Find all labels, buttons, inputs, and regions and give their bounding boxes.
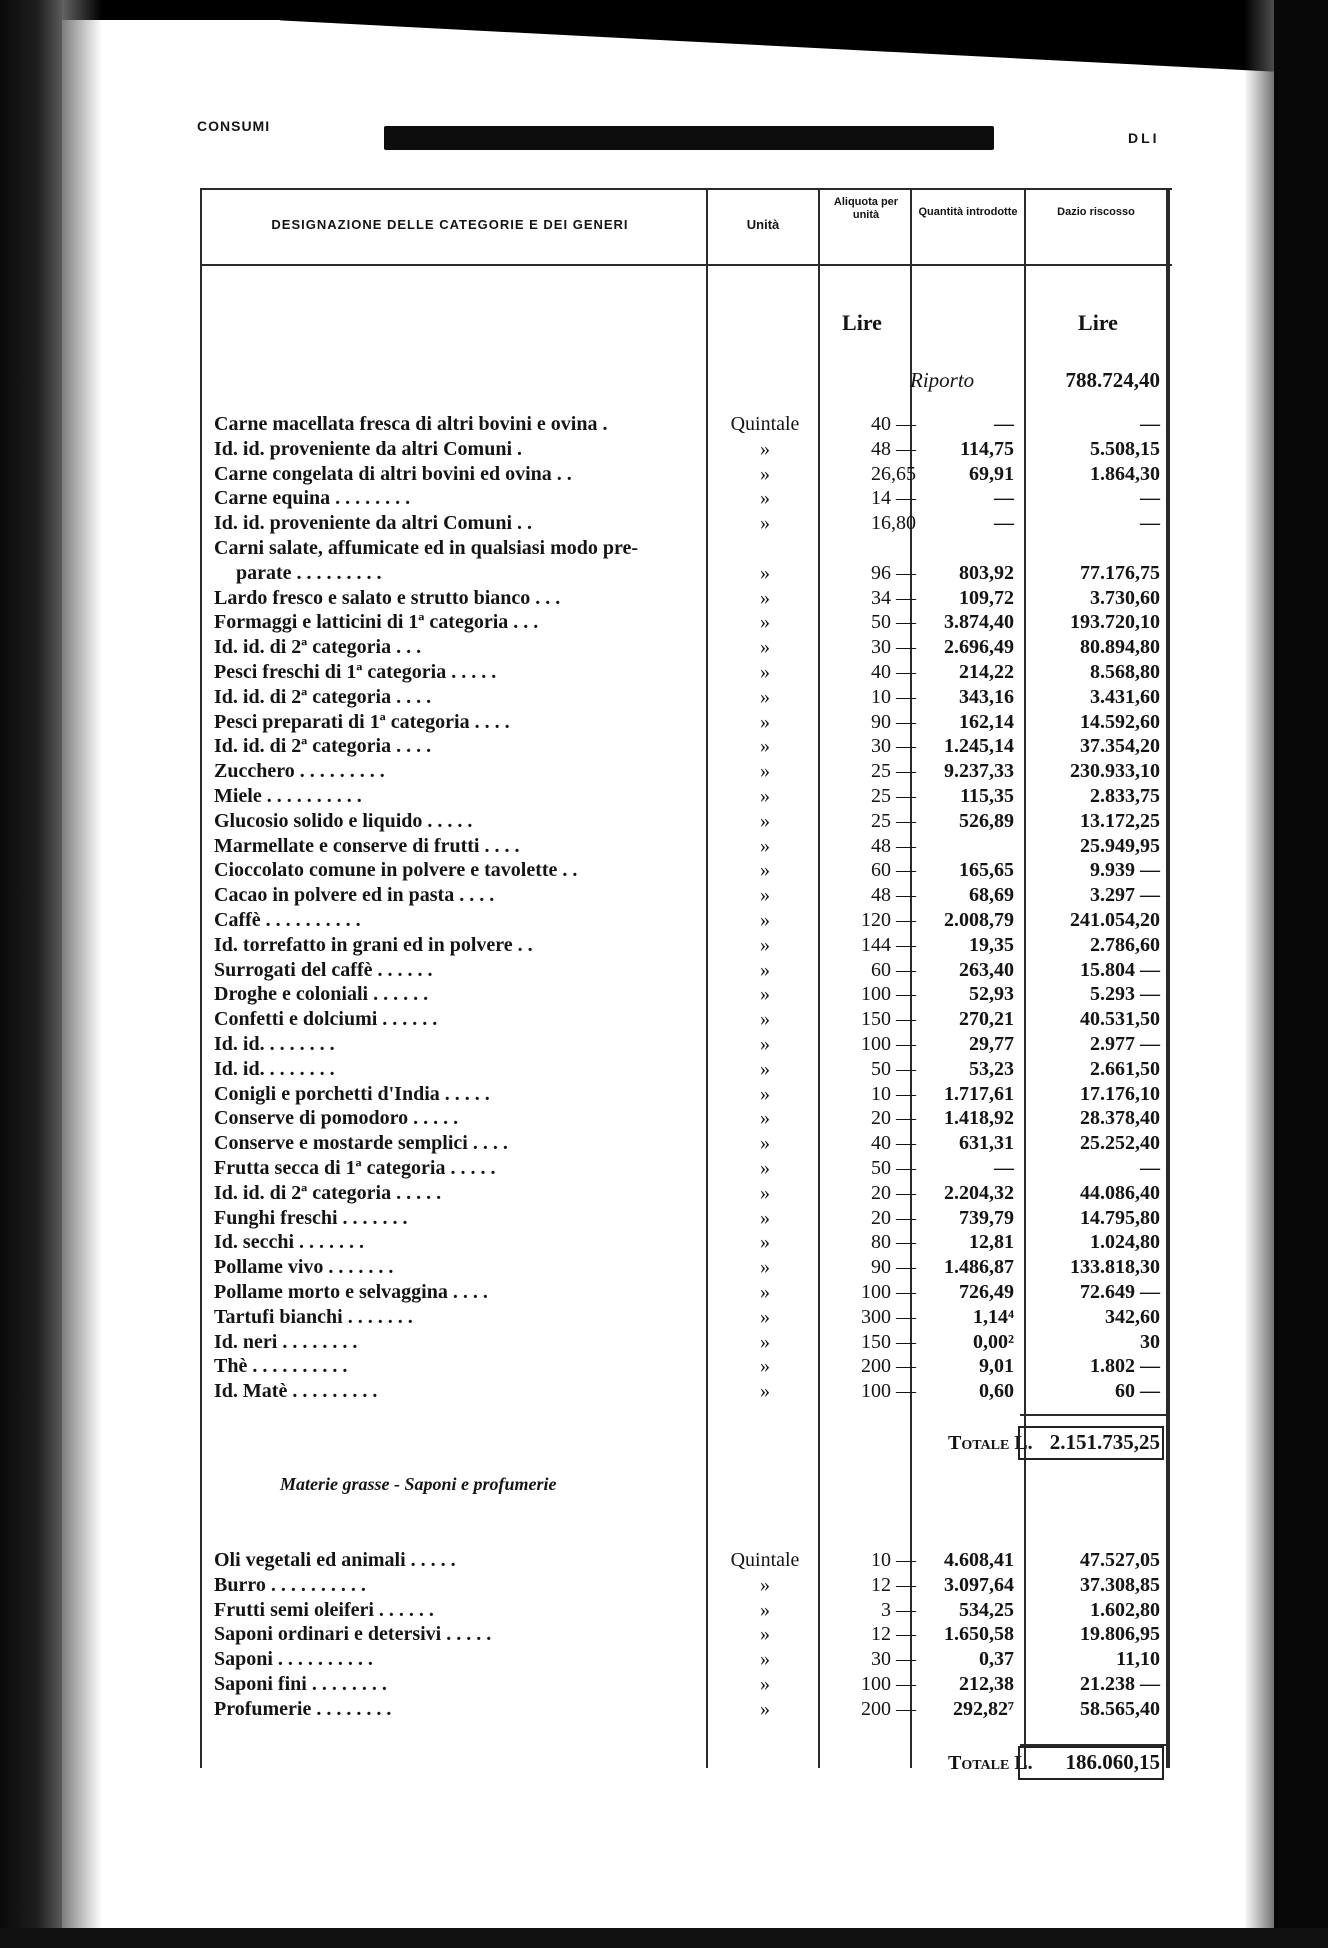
table-row: [0, 784, 1328, 808]
cell-duty: 14.592,60: [1080, 710, 1160, 733]
table-row: [0, 982, 1328, 1006]
cell-quantity: 162,14: [959, 710, 1014, 733]
table-row: [0, 858, 1328, 882]
cell-rate: 10 —: [871, 685, 916, 708]
cell-duty: 193.720,10: [1070, 611, 1160, 634]
cell-unit: »: [760, 462, 770, 485]
cell-quantity: 68,69: [969, 884, 1014, 907]
cell-rate: 40 —: [871, 413, 916, 435]
cell-rate: 30 —: [871, 1648, 916, 1671]
cell-rate: 26,65: [871, 462, 916, 485]
cell-name: Thè . . . . . . . . . .: [214, 1355, 348, 1378]
table-row: [0, 685, 1328, 709]
cell-quantity: 0,37: [979, 1648, 1014, 1671]
cell-duty: 1.864,30: [1090, 462, 1160, 485]
cell-name: Id. id. di 2ª categoria . . . .: [214, 685, 432, 708]
duty-currency-label: Lire: [1078, 310, 1118, 335]
header-rate: Aliquota per unità: [833, 196, 899, 222]
cell-rate: 60 —: [871, 958, 916, 981]
cell-duty: 5.508,15: [1090, 437, 1160, 460]
cell-duty: 8.568,80: [1090, 661, 1160, 683]
cell-name: Id. Matè . . . . . . . . .: [214, 1380, 378, 1403]
cell-unit: »: [760, 1573, 770, 1596]
cell-quantity: —: [994, 413, 1014, 435]
cell-rate: 90 —: [871, 710, 916, 733]
cell-rate: 3 —: [881, 1598, 916, 1621]
cell-unit: »: [760, 1082, 770, 1105]
cell-quantity: 1.717,61: [944, 1082, 1014, 1105]
table-row: [0, 1330, 1328, 1354]
cell-rate: 20 —: [871, 1107, 916, 1130]
cell-rate: 120 —: [861, 909, 916, 931]
cell-name: Profumerie . . . . . . . .: [214, 1697, 392, 1720]
cell-unit: »: [760, 1008, 770, 1031]
cell-rate: 100 —: [861, 1033, 916, 1055]
cell-name: Frutti semi oleiferi . . . . . .: [214, 1598, 434, 1621]
cell-rate: 50 —: [871, 1157, 916, 1179]
cell-unit: »: [760, 561, 770, 584]
cell-name: Id. id. di 2ª categoria . . . .: [214, 735, 432, 758]
cell-rate: 100 —: [861, 983, 916, 1006]
cell-rate: 30 —: [871, 735, 916, 758]
cell-quantity: —: [994, 512, 1014, 535]
cell-quantity: 726,49: [959, 1281, 1014, 1303]
cell-unit: »: [760, 710, 770, 733]
cell-unit: »: [760, 859, 770, 882]
cell-quantity: 1.418,92: [944, 1107, 1014, 1130]
cell-quantity: 534,25: [959, 1598, 1014, 1621]
cell-unit: »: [760, 1033, 770, 1055]
table-top-rule: [200, 188, 1172, 190]
cell-duty: 1.802 —: [1090, 1355, 1160, 1378]
cell-name: Oli vegetali ed animali . . . . .: [214, 1549, 456, 1571]
table-row: [0, 734, 1328, 758]
scan-border-bottom: [0, 1928, 1328, 1948]
cell-unit: »: [760, 1157, 770, 1179]
cell-duty: 3.297 —: [1090, 884, 1160, 907]
cell-name: Conserve e mostarde semplici . . . .: [214, 1132, 508, 1155]
cell-duty: 2.833,75: [1090, 785, 1160, 807]
cell-unit: Quintale: [730, 413, 800, 435]
cell-unit: »: [760, 586, 770, 609]
cell-rate: 90 —: [871, 1256, 916, 1279]
cell-quantity: 2.008,79: [944, 909, 1014, 931]
table-row: [0, 1156, 1328, 1180]
running-head-band: [384, 126, 994, 150]
table-row: [0, 1181, 1328, 1205]
cell-name: Id. torrefatto in grani ed in polvere . .: [214, 933, 533, 956]
cell-name: Carne equina . . . . . . . .: [214, 487, 411, 510]
table-row: [0, 1305, 1328, 1329]
cell-unit: »: [760, 1305, 770, 1328]
cell-quantity: —: [994, 487, 1014, 510]
cell-quantity: 69,91: [969, 462, 1014, 485]
cell-name: Id. id. . . . . . . .: [214, 1057, 335, 1080]
cell-duty: 230.933,10: [1070, 760, 1160, 783]
cell-unit: »: [760, 685, 770, 708]
cell-name: Id. id. proveniente da altri Comuni .: [214, 437, 522, 460]
cell-unit: »: [760, 1330, 770, 1353]
cell-quantity: 3.874,40: [944, 611, 1014, 634]
cell-unit: »: [760, 1598, 770, 1621]
cell-name: Id. secchi . . . . . . .: [214, 1231, 364, 1254]
cell-unit: »: [760, 1107, 770, 1130]
cell-rate: 150 —: [861, 1008, 916, 1031]
cell-unit: »: [760, 809, 770, 832]
cell-rate: 16,80: [871, 512, 916, 535]
cell-duty: 80.894,80: [1080, 636, 1160, 659]
table-row: [0, 660, 1328, 684]
cell-quantity: 1.245,14: [944, 735, 1014, 758]
running-head-right: DLI: [1128, 130, 1160, 146]
cell-rate: 48 —: [871, 437, 916, 460]
cell-duty: 77.176,75: [1080, 561, 1160, 584]
cell-name: Pollame vivo . . . . . . .: [214, 1256, 394, 1279]
cell-rate: 20 —: [871, 1181, 916, 1204]
cell-quantity: 1,14⁴: [973, 1305, 1014, 1328]
cell-name: Id. id. di 2ª categoria . . . . .: [214, 1181, 442, 1204]
cell-name: Saponi ordinari e detersivi . . . . .: [214, 1623, 492, 1646]
table-row: [0, 710, 1328, 734]
cell-duty: 2.786,60: [1090, 933, 1160, 956]
cell-rate: 50 —: [871, 1057, 916, 1080]
cell-rate: 80 —: [871, 1231, 916, 1254]
cell-quantity: 2.696,49: [944, 636, 1014, 659]
table-row: [0, 1082, 1328, 1106]
cell-unit: »: [760, 1256, 770, 1279]
cell-duty: 241.054,20: [1070, 909, 1160, 931]
cell-rate: 30 —: [871, 636, 916, 659]
cell-duty: 1.024,80: [1090, 1231, 1160, 1254]
cell-duty: 3.431,60: [1090, 685, 1160, 708]
cell-quantity: 9,01: [979, 1355, 1014, 1378]
cell-duty: 58.565,40: [1080, 1697, 1160, 1720]
table-row: [0, 1622, 1328, 1646]
cell-unit: »: [760, 983, 770, 1006]
table-row: [0, 486, 1328, 510]
table-row: [0, 561, 1328, 585]
table-row: [0, 834, 1328, 858]
cell-quantity: 109,72: [959, 586, 1014, 609]
cell-name: Pesci preparati di 1ª categoria . . . .: [214, 710, 510, 733]
cell-unit: »: [760, 1132, 770, 1155]
cell-duty: 37.308,85: [1080, 1573, 1160, 1596]
table-row: [0, 1057, 1328, 1081]
cell-name: Droghe e coloniali . . . . . .: [214, 983, 429, 1006]
cell-rate: 200 —: [861, 1355, 916, 1378]
cell-name: Id. id. proveniente da altri Comuni . .: [214, 512, 532, 535]
table-row: [0, 635, 1328, 659]
cell-unit: »: [760, 1206, 770, 1229]
cell-quantity: 3.097,64: [944, 1573, 1014, 1596]
cell-duty: 13.172,25: [1080, 809, 1160, 832]
cell-name: parate . . . . . . . . .: [236, 561, 382, 584]
cell-rate: 200 —: [861, 1697, 916, 1720]
total-1-label: Totale L.: [948, 1432, 1033, 1454]
cell-quantity: 270,21: [959, 1008, 1014, 1031]
cell-name: Tartufi bianchi . . . . . . .: [214, 1305, 413, 1328]
cell-name: Frutta secca di 1ª categoria . . . . .: [214, 1157, 496, 1179]
cell-name: Cioccolato comune in polvere e tavolette . .: [214, 859, 578, 882]
cell-rate: 96 —: [871, 561, 916, 584]
cell-duty: 3.730,60: [1090, 586, 1160, 609]
header-quantity: Quantità introdotte: [918, 206, 1018, 218]
cell-quantity: 0,00²: [973, 1330, 1014, 1353]
cell-name: Miele . . . . . . . . . .: [214, 785, 362, 807]
cell-unit: »: [760, 437, 770, 460]
cell-name: Formaggi e latticini di 1ª categoria . . .: [214, 611, 539, 634]
cell-quantity: 165,65: [959, 859, 1014, 882]
cell-quantity: 12,81: [969, 1231, 1014, 1254]
cell-duty: 1.602,80: [1090, 1598, 1160, 1621]
cell-unit: »: [760, 1697, 770, 1720]
table-row: [0, 610, 1328, 634]
cell-duty: —: [1140, 413, 1160, 435]
table-row: [0, 883, 1328, 907]
table-row: [0, 1280, 1328, 1304]
cell-quantity: 114,75: [960, 437, 1014, 460]
cell-duty: 72.649 —: [1080, 1281, 1160, 1303]
cell-duty: 11,10: [1116, 1648, 1160, 1671]
cell-rate: 48 —: [871, 884, 916, 907]
table-row: [0, 1379, 1328, 1403]
cell-unit: »: [760, 1057, 770, 1080]
table-row: [0, 1131, 1328, 1155]
cell-rate: 100 —: [861, 1380, 916, 1403]
cell-rate: 60 —: [871, 859, 916, 882]
cell-unit: »: [760, 735, 770, 758]
cell-name: Id. id. di 2ª categoria . . .: [214, 636, 422, 659]
header-designation: DESIGNAZIONE DELLE CATEGORIE E DEI GENERI: [271, 217, 629, 232]
cell-duty: 133.818,30: [1070, 1256, 1160, 1279]
table-row: [0, 958, 1328, 982]
cell-unit: »: [760, 1648, 770, 1671]
cell-rate: 48 —: [871, 834, 916, 857]
cell-duty: 21.238 —: [1080, 1673, 1160, 1695]
header-unit: Unità: [746, 217, 780, 232]
table-row: [0, 1106, 1328, 1130]
cell-quantity: 803,92: [959, 561, 1014, 584]
cell-name: Conigli e porchetti d'India . . . . .: [214, 1082, 490, 1105]
table-row: [0, 462, 1328, 486]
cell-name: Marmellate e conserve di frutti . . . .: [214, 834, 520, 857]
cell-name: Confetti e dolciumi . . . . . .: [214, 1008, 438, 1031]
cell-rate: 144 —: [861, 933, 916, 956]
cell-unit: »: [760, 512, 770, 535]
cell-name: Saponi fini . . . . . . . .: [214, 1673, 387, 1695]
table-row: [0, 1647, 1328, 1671]
table-row: [0, 933, 1328, 957]
table-row: [0, 759, 1328, 783]
cell-unit: »: [760, 611, 770, 634]
cell-rate: 40 —: [871, 661, 916, 683]
cell-duty: 9.939 —: [1090, 859, 1160, 882]
table-row: [0, 1573, 1328, 1597]
table-row: [0, 1672, 1328, 1696]
cell-name: Caffè . . . . . . . . . .: [214, 909, 361, 931]
table-row: [0, 1354, 1328, 1378]
cell-duty: 40.531,50: [1080, 1008, 1160, 1031]
cell-quantity: 9.237,33: [944, 760, 1014, 783]
cell-rate: 12 —: [871, 1573, 916, 1596]
table-row: [0, 1548, 1328, 1572]
cell-duty: 44.086,40: [1080, 1181, 1160, 1204]
cell-quantity: 631,31: [959, 1132, 1014, 1155]
cell-duty: 17.176,10: [1080, 1082, 1160, 1105]
carry-forward-value: 788.724,40: [1065, 368, 1160, 392]
cell-quantity: 292,82⁷: [953, 1697, 1014, 1720]
cell-unit: »: [760, 834, 770, 857]
cell-quantity: 115,35: [960, 785, 1014, 807]
cell-rate: 300 —: [861, 1305, 916, 1328]
cell-name: Carni salate, affumicate ed in qualsiasi modo pre-: [214, 537, 639, 559]
cell-rate: 40 —: [871, 1132, 916, 1155]
table-row: [0, 586, 1328, 610]
cell-unit: »: [760, 1231, 770, 1254]
scan-shadow-top: [280, 0, 1328, 120]
cell-duty: 60 —: [1115, 1380, 1160, 1403]
table-row: [0, 412, 1328, 436]
table-row: [0, 1206, 1328, 1230]
cell-unit: »: [760, 958, 770, 981]
cell-name: Saponi . . . . . . . . . .: [214, 1648, 373, 1671]
cell-rate: 14 —: [871, 487, 916, 510]
cell-unit: »: [760, 636, 770, 659]
cell-name: Surrogati del caffè . . . . . .: [214, 958, 433, 981]
cell-duty: 342,60: [1105, 1305, 1160, 1328]
cell-rate: 12 —: [871, 1623, 916, 1646]
cell-quantity: 4.608,41: [944, 1549, 1014, 1571]
cell-name: Funghi freschi . . . . . . .: [214, 1206, 408, 1229]
table-row: [0, 809, 1328, 833]
cell-unit: »: [760, 487, 770, 510]
cell-quantity: 53,23: [969, 1057, 1014, 1080]
running-head-left: CONSUMI: [197, 118, 271, 134]
cell-duty: 19.806,95: [1080, 1623, 1160, 1646]
table-row: [0, 1230, 1328, 1254]
cell-rate: 150 —: [861, 1330, 916, 1353]
cell-name: Carne congelata di altri bovini ed ovina . .: [214, 462, 572, 485]
cell-duty: 2.977 —: [1090, 1033, 1160, 1055]
cell-name: Lardo fresco e salato e strutto bianco . . .: [214, 586, 561, 609]
cell-rate: 10 —: [871, 1082, 916, 1105]
cell-duty: 30: [1140, 1330, 1160, 1353]
total-2-value: 186.060,15: [1065, 1750, 1160, 1774]
cell-name: Carne macellata fresca di altri bovini e ovina .: [214, 413, 608, 435]
cell-unit: Quintale: [730, 1549, 800, 1571]
cell-duty: 5.293 —: [1090, 983, 1160, 1006]
cell-unit: »: [760, 909, 770, 931]
cell-unit: »: [760, 760, 770, 783]
cell-unit: »: [760, 1673, 770, 1695]
cell-name: Id. id. . . . . . . .: [214, 1033, 335, 1055]
cell-duty: 2.661,50: [1090, 1057, 1160, 1080]
cell-quantity: 29,77: [969, 1033, 1014, 1055]
cell-name: Pollame morto e selvaggina . . . .: [214, 1281, 488, 1303]
cell-unit: »: [760, 1355, 770, 1378]
section-title-fats-soaps: Materie grasse - Saponi e profumerie: [280, 1474, 557, 1494]
cell-rate: 100 —: [861, 1281, 916, 1303]
cell-unit: »: [760, 1281, 770, 1303]
cell-rate: 20 —: [871, 1206, 916, 1229]
cell-rate: 25 —: [871, 785, 916, 807]
cell-duty: 47.527,05: [1080, 1549, 1160, 1571]
cell-quantity: 214,22: [959, 661, 1014, 683]
cell-duty: 15.804 —: [1080, 958, 1160, 981]
cell-quantity: 263,40: [959, 958, 1014, 981]
carry-forward-label: Riporto: [910, 368, 975, 392]
total-1-value: 2.151.735,25: [1049, 1430, 1160, 1454]
cell-quantity: 52,93: [969, 983, 1014, 1006]
cell-unit: »: [760, 1380, 770, 1403]
header-bottom-rule: [200, 264, 1172, 266]
cell-name: Conserve di pomodoro . . . . .: [214, 1107, 459, 1130]
cell-rate: 25 —: [871, 760, 916, 783]
table-row: [0, 1255, 1328, 1279]
cell-duty: 25.252,40: [1080, 1132, 1160, 1155]
table-row: [0, 437, 1328, 461]
cell-duty: —: [1140, 1157, 1160, 1179]
cell-quantity: 0,60: [979, 1380, 1014, 1403]
cell-duty: 28.378,40: [1080, 1107, 1160, 1130]
cell-unit: »: [760, 661, 770, 683]
cell-name: Glucosio solido e liquido . . . . .: [214, 809, 473, 832]
table-row: [0, 1598, 1328, 1622]
table-row: [0, 1697, 1328, 1721]
table-row: [0, 1032, 1328, 1056]
table-row: [0, 908, 1328, 932]
cell-duty: 25.949,95: [1080, 834, 1160, 857]
cell-unit: »: [760, 1181, 770, 1204]
cell-quantity: 1.486,87: [944, 1256, 1014, 1279]
cell-name: Burro . . . . . . . . . .: [214, 1573, 366, 1596]
cell-quantity: 212,38: [959, 1673, 1014, 1695]
header-duty: Dazio riscosso: [1057, 206, 1135, 218]
cell-name: Cacao in polvere ed in pasta . . . .: [214, 884, 495, 907]
cell-quantity: 739,79: [959, 1206, 1014, 1229]
cell-name: Pesci freschi di 1ª categoria . . . . .: [214, 661, 497, 683]
cell-unit: »: [760, 933, 770, 956]
cell-quantity: 2.204,32: [944, 1181, 1014, 1204]
cell-name: Id. neri . . . . . . . .: [214, 1330, 358, 1353]
cell-quantity: 1.650,58: [944, 1623, 1014, 1646]
rate-currency-label: Lire: [842, 310, 882, 335]
cell-duty: —: [1140, 487, 1160, 510]
table-row: [0, 1007, 1328, 1031]
cell-rate: 10 —: [871, 1549, 916, 1571]
table-row: [0, 511, 1328, 535]
cell-duty: —: [1140, 512, 1160, 535]
cell-duty: 37.354,20: [1080, 735, 1160, 758]
cell-rate: 100 —: [861, 1673, 916, 1695]
cell-unit: »: [760, 785, 770, 807]
cell-duty: 14.795,80: [1080, 1206, 1160, 1229]
total-1-top-rule: [1020, 1414, 1170, 1416]
cell-name: Zucchero . . . . . . . . .: [214, 760, 385, 783]
table-row: [0, 536, 1328, 560]
cell-rate: 50 —: [871, 611, 916, 634]
cell-unit: »: [760, 1623, 770, 1646]
cell-rate: 34 —: [871, 586, 916, 609]
cell-quantity: 19,35: [969, 933, 1014, 956]
cell-quantity: —: [994, 1157, 1014, 1179]
total-2-label: Totale L.: [948, 1752, 1033, 1774]
cell-rate: 25 —: [871, 809, 916, 832]
cell-quantity: 526,89: [959, 809, 1014, 832]
cell-quantity: 343,16: [959, 685, 1014, 708]
cell-unit: »: [760, 884, 770, 907]
